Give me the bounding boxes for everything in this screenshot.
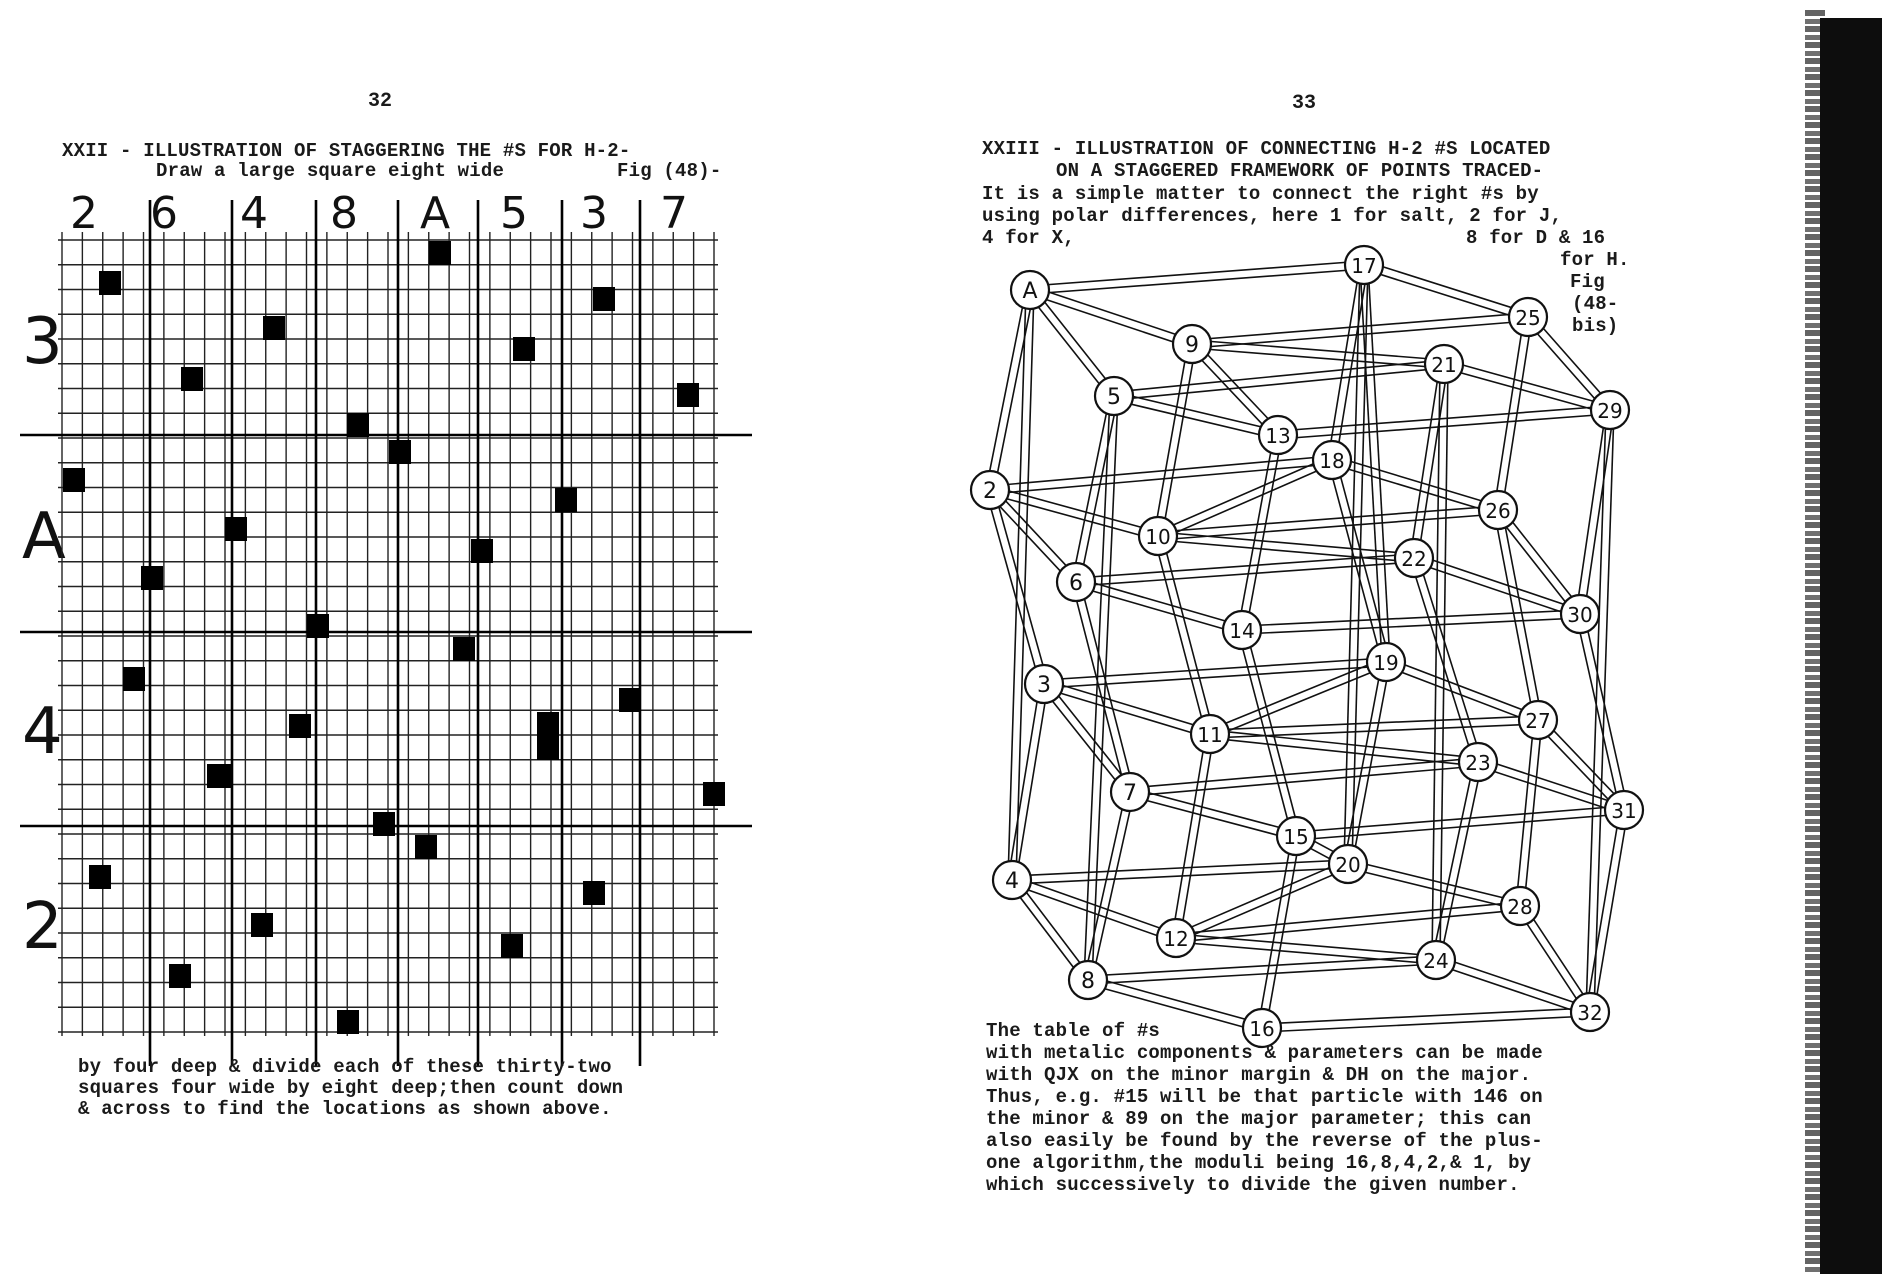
- edge-line: [1365, 261, 1529, 313]
- node-label: 22: [1401, 547, 1427, 571]
- edge-line: [1154, 343, 1188, 535]
- filled-square: [555, 488, 577, 512]
- node-label: 2: [983, 479, 997, 504]
- caption-line-2: squares four wide by eight deep;then count down: [78, 1077, 624, 1099]
- node-label: 4: [1005, 869, 1019, 894]
- left-page: [0, 0, 920, 1274]
- node-label: 23: [1465, 751, 1491, 775]
- node-label: 5: [1107, 385, 1121, 410]
- lattice-node: [1519, 701, 1557, 739]
- caption-line-7: which successively to divide the given number.: [986, 1174, 1520, 1196]
- edge-line: [1130, 758, 1478, 788]
- edge-line: [1180, 735, 1214, 939]
- edge-line: [1584, 411, 1614, 615]
- lattice-node: [1417, 941, 1455, 979]
- edge-line: [1410, 363, 1440, 557]
- edge-line: [1114, 360, 1444, 392]
- node-label: 18: [1319, 449, 1345, 473]
- lattice-node: [1025, 665, 1063, 703]
- filled-square: [89, 865, 111, 889]
- edge-line: [1072, 395, 1110, 581]
- edge-line: [1410, 559, 1474, 763]
- edge-line: [1172, 733, 1206, 937]
- edge-line: [1043, 688, 1209, 738]
- edge-line: [1113, 400, 1277, 439]
- node-label: 14: [1229, 619, 1255, 643]
- lattice-node: [1111, 773, 1149, 811]
- edge-line: [1415, 554, 1581, 610]
- located-points: [63, 241, 725, 1034]
- node-label: 16: [1249, 1017, 1275, 1041]
- figure-label: Fig (48)-: [617, 160, 722, 182]
- edge-line: [1088, 956, 1436, 976]
- lattice-nodes: [971, 246, 1643, 1047]
- edge-line: [1033, 288, 1117, 394]
- lattice-node: [1277, 817, 1315, 855]
- edge-line: [1246, 629, 1300, 835]
- edge-line: [1445, 360, 1611, 406]
- edge-line: [1031, 286, 1193, 340]
- column-label: 7: [660, 188, 688, 239]
- edge-line: [1363, 269, 1527, 321]
- node-label: 6: [1069, 571, 1083, 596]
- edge-line: [1418, 557, 1482, 761]
- lattice-node: [1605, 791, 1643, 829]
- lattice-node: [1223, 611, 1261, 649]
- filled-square: [593, 287, 615, 311]
- lattice-node: [1395, 539, 1433, 577]
- edge-line: [1440, 763, 1482, 961]
- edge-line: [1176, 902, 1520, 934]
- lattice-node: [1591, 391, 1629, 429]
- filled-square: [99, 271, 121, 295]
- filled-square: [251, 913, 273, 937]
- row-label: 3: [22, 305, 63, 379]
- figure-label-2: (48-: [1572, 293, 1619, 315]
- row-label: A: [22, 500, 66, 574]
- edge-line: [989, 494, 1157, 540]
- section-title-continued: ON A STAGGERED FRAMEWORK OF POINTS TRACED-: [1056, 160, 1544, 182]
- section-title: XXIII - ILLUSTRATION OF CONNECTING H-2 #S LOCATED: [982, 138, 1551, 160]
- lattice-node: [1011, 271, 1049, 309]
- lattice-node: [1259, 416, 1297, 454]
- edge-line: [1080, 397, 1118, 583]
- node-label: 7: [1123, 781, 1137, 806]
- column-label: 6: [150, 188, 178, 239]
- edge-line: [1242, 610, 1580, 626]
- edge-line: [1331, 464, 1497, 514]
- edge-line: [1328, 461, 1382, 663]
- node-label: 32: [1577, 1001, 1603, 1025]
- row-label: 4: [22, 695, 63, 769]
- intro-line-3a: 4 for X,: [982, 227, 1075, 249]
- filled-square: [373, 812, 395, 836]
- column-label: A: [420, 188, 451, 239]
- node-label: 10: [1145, 525, 1171, 549]
- figure-label-1: Fig: [1570, 271, 1605, 293]
- filled-square: [453, 637, 475, 661]
- lattice-node: [1561, 595, 1599, 633]
- node-label: 27: [1525, 709, 1551, 733]
- edge-line: [1262, 1016, 1590, 1032]
- page-number: 32: [368, 90, 393, 113]
- lattice-node: [1057, 563, 1095, 601]
- filled-square: [513, 337, 535, 361]
- edge-line: [1210, 730, 1478, 758]
- edge-line: [1192, 340, 1444, 360]
- edge-line: [1088, 964, 1436, 984]
- column-label: 4: [240, 188, 268, 239]
- node-label: 20: [1335, 853, 1361, 877]
- lattice-node: [1345, 246, 1383, 284]
- intro-line-2: using polar differences, here 1 for salt, 2 for J,: [982, 205, 1563, 227]
- filled-square: [583, 881, 605, 905]
- edge-line: [1437, 956, 1591, 1008]
- caption-line-4: the minor & 89 on the major parameter; this can: [986, 1108, 1532, 1130]
- node-label: 26: [1485, 499, 1511, 523]
- filled-square: [389, 440, 411, 464]
- node-label: 9: [1185, 333, 1199, 358]
- node-label: 21: [1431, 353, 1457, 377]
- edge-line: [1344, 265, 1360, 864]
- book-spine-shadow: [1820, 18, 1882, 1274]
- edge-line: [1154, 537, 1206, 735]
- lattice-node: [1571, 993, 1609, 1031]
- edge-line: [1178, 868, 1350, 942]
- node-label: 17: [1351, 254, 1377, 278]
- node-label: 30: [1567, 603, 1593, 627]
- caption-line-5: also easily be found by the reverse of the plus-: [986, 1130, 1543, 1152]
- edge-line: [1012, 860, 1348, 876]
- edge-line: [1349, 860, 1521, 902]
- edge-line: [1130, 766, 1478, 796]
- filled-square: [537, 736, 559, 760]
- edge-line: [1432, 761, 1474, 959]
- filled-square: [141, 566, 163, 590]
- lattice-node: [1313, 441, 1351, 479]
- edge-line: [1129, 796, 1295, 840]
- row-label: 2: [22, 890, 63, 964]
- lattice-node: [1139, 517, 1177, 555]
- edge-line: [1131, 788, 1297, 832]
- edge-line: [994, 291, 1034, 491]
- lattice-node: [1173, 325, 1211, 363]
- edge-line: [1440, 364, 1448, 960]
- lattice-node: [1095, 377, 1133, 415]
- edge-line: [1089, 976, 1263, 1024]
- lattice-node: [1329, 845, 1367, 883]
- lattice-node: [1459, 743, 1497, 781]
- edge-line: [1208, 658, 1384, 730]
- node-label: 31: [1611, 799, 1637, 823]
- caption-line-1: by four deep & divide each of these thirty-two: [78, 1056, 612, 1078]
- edge-line: [1084, 396, 1110, 980]
- edge-line: [1092, 793, 1134, 981]
- node-label: 28: [1507, 895, 1533, 919]
- lattice-node: [1157, 919, 1195, 957]
- edge-line: [1162, 345, 1196, 537]
- lattice-node: [1509, 298, 1547, 336]
- node-label: 29: [1597, 399, 1623, 423]
- edge-line: [1576, 409, 1606, 613]
- section-title: XXII - ILLUSTRATION OF STAGGERING THE #S FOR H-2-: [62, 140, 631, 162]
- edge-line: [1333, 456, 1499, 506]
- lattice-node: [993, 861, 1031, 899]
- edge-line: [990, 464, 1332, 494]
- intro-line-1: It is a simple matter to connect the right #s by: [982, 183, 1539, 205]
- intro-line-3b: 8 for D & 16: [1466, 227, 1606, 249]
- lattice-node: [1367, 643, 1405, 681]
- filled-square: [169, 964, 191, 988]
- edge-line: [1080, 581, 1134, 791]
- edge-line: [1586, 410, 1606, 1012]
- node-label: A: [1022, 279, 1038, 304]
- edge-line: [1502, 509, 1542, 719]
- caption-line-6: one algorithm,the moduli being 16,8,4,2,& 1, by: [986, 1152, 1532, 1174]
- column-label: 3: [580, 188, 608, 239]
- edge-line: [1162, 535, 1214, 733]
- intro-line-4: for H.: [1560, 249, 1630, 271]
- caption-line-1: with metalic components & parameters can be made: [986, 1042, 1543, 1064]
- lattice-node: [1069, 961, 1107, 999]
- edge-line: [1435, 964, 1589, 1016]
- column-label: 5: [500, 188, 528, 239]
- node-label: 25: [1515, 306, 1541, 330]
- filled-square: [289, 714, 311, 738]
- edge-line: [1262, 1008, 1590, 1024]
- filled-square: [347, 413, 369, 437]
- caption-line-2: with QJX on the minor margin & DH on the major.: [986, 1064, 1532, 1086]
- filled-square: [225, 517, 247, 541]
- lattice-node: [1501, 887, 1539, 925]
- edge-line: [1495, 512, 1577, 616]
- right-page: [920, 0, 1882, 1274]
- edge-line: [990, 456, 1332, 486]
- lattice-node: [1191, 715, 1229, 753]
- filled-square: [207, 764, 229, 788]
- node-label: 3: [1037, 673, 1051, 698]
- node-label: 13: [1265, 424, 1291, 448]
- filled-square: [703, 782, 725, 806]
- node-label: 15: [1283, 825, 1309, 849]
- edge-line: [1387, 658, 1539, 716]
- lattice-node: [971, 471, 1009, 509]
- filled-square: [63, 468, 85, 492]
- edge-line: [1432, 364, 1440, 960]
- filled-square: [471, 539, 493, 563]
- filled-square: [181, 367, 203, 391]
- figure-label-3: bis): [1572, 315, 1619, 337]
- filled-square: [677, 383, 699, 407]
- edge-line: [1041, 686, 1127, 794]
- filled-square: [307, 614, 329, 638]
- node-label: 8: [1081, 969, 1095, 994]
- filled-square: [263, 316, 285, 340]
- filled-square: [429, 241, 451, 265]
- edge-line: [1192, 348, 1444, 368]
- edge-line: [1011, 884, 1175, 942]
- lattice-node: [1425, 345, 1463, 383]
- filled-square: [337, 1010, 359, 1034]
- column-label: 2: [70, 188, 98, 239]
- caption-line-0: The table of #s: [986, 1020, 1161, 1042]
- filled-square: [619, 688, 641, 712]
- caption-line-3: Thus, e.g. #15 will be that particle with 146 on: [986, 1086, 1543, 1108]
- edge-line: [1242, 618, 1580, 634]
- filled-square: [537, 712, 559, 736]
- lattice-node: [1479, 491, 1517, 529]
- filled-square: [501, 934, 523, 958]
- edge-line: [1176, 910, 1520, 942]
- instruction-line: Draw a large square eight wide: [156, 160, 505, 182]
- caption-line-3: & across to find the locations as shown above.: [78, 1098, 612, 1120]
- edge-line: [1072, 583, 1126, 793]
- edge-line: [1115, 392, 1279, 431]
- edge-line: [1114, 368, 1444, 400]
- node-label: 11: [1197, 723, 1223, 747]
- page-number: 33: [1292, 92, 1317, 115]
- edge-line: [1029, 294, 1191, 348]
- node-label: 12: [1163, 927, 1189, 951]
- node-label: 24: [1423, 949, 1449, 973]
- edge-line: [991, 486, 1159, 532]
- grid-lines: [20, 200, 752, 1066]
- column-label: 8: [330, 188, 358, 239]
- edge-line: [1016, 290, 1034, 880]
- filled-square: [123, 667, 145, 691]
- node-label: 19: [1373, 651, 1399, 675]
- edge-line: [1418, 365, 1448, 559]
- filled-square: [415, 835, 437, 859]
